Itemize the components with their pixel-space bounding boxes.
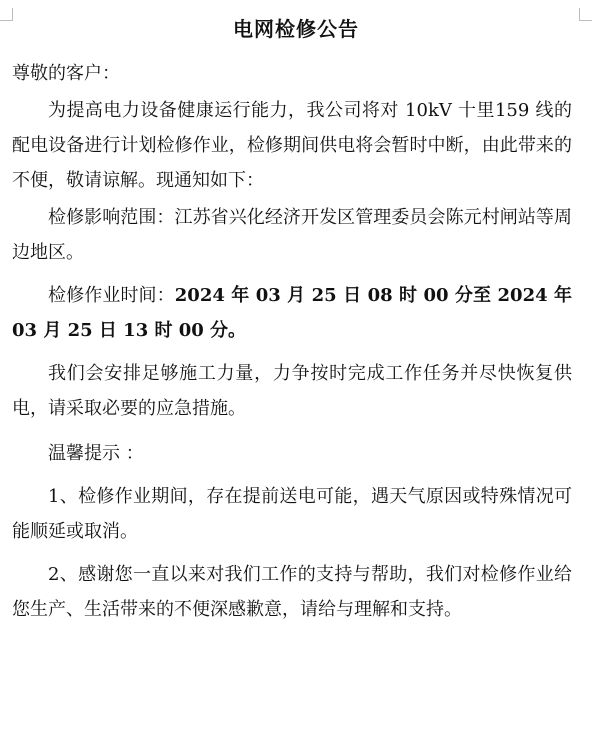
time-label: 检修作业时间： xyxy=(48,285,175,306)
tip-item-2: 2、感谢您一直以来对我们工作的支持与帮助，我们对检修作业给您生产、生活带来的不便深感歉意，请给与理解和支持。 xyxy=(12,564,572,620)
greeting: 尊敬的客户： xyxy=(12,63,120,84)
tip-item-1: 1、检修作业期间，存在提前送电可能，遇天气原因或特殊情况可能顺延或取消。 xyxy=(12,486,572,542)
time-paragraph xyxy=(12,278,572,348)
scope-paragraph xyxy=(12,200,572,270)
time-value: 2024 年 03 月 25 日 08 时 00 分至 2024 年 03 月 25 日 13 时 00 分。 xyxy=(12,285,572,341)
arrangement-paragraph: 我们会安排足够施工力量，力争按时完成工作任务并尽快恢复供电，请采取必要的应急措施。 xyxy=(12,363,572,419)
scope-value: 江苏省兴化经济开发区管理委员会陈元村闸站等周边地区。 xyxy=(12,207,572,263)
tips-heading: 温馨提示 ： xyxy=(48,443,144,464)
document-title: 电网检修公告 xyxy=(233,17,359,41)
document-body xyxy=(12,56,572,627)
intro-paragraph: 为提高电力设备健康运行能力，我公司将对 10kV 十里159 线的配电设备进行计划检修作业，检修期间供电将会暂时中断，由此带来的不便，敬请谅解。现通知如下： xyxy=(12,100,572,191)
scope-label: 检修影响范围： xyxy=(48,207,175,228)
